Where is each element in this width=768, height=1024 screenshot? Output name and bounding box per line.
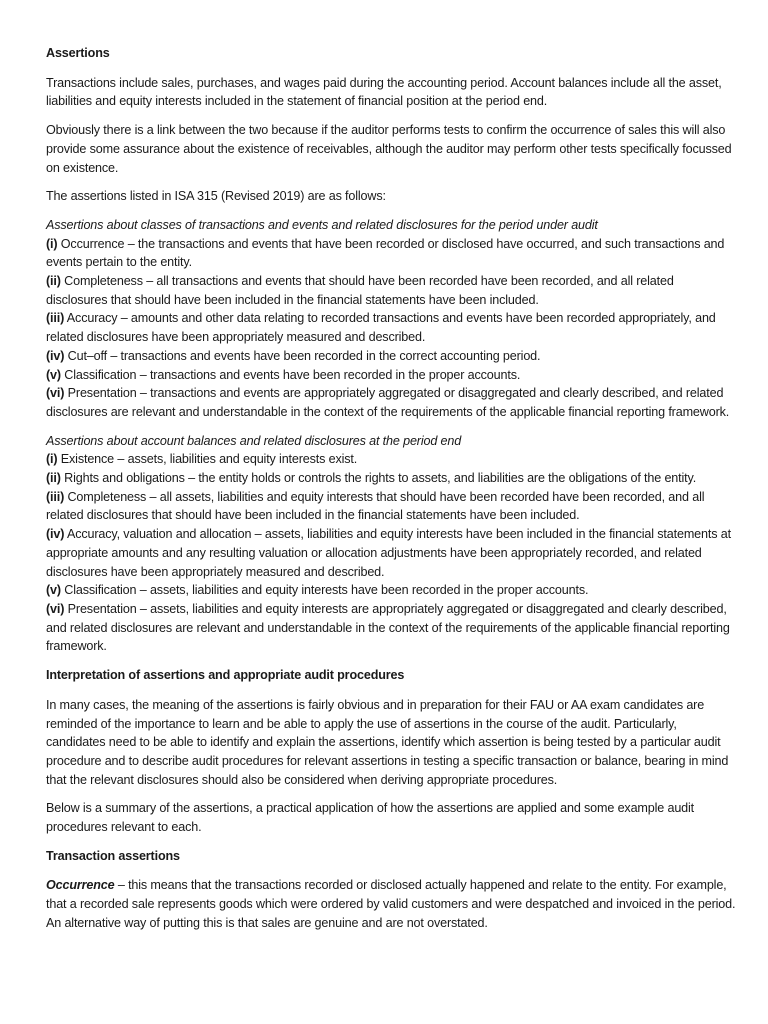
item-text: Rights and obligations – the entity holds or controls the rights to assets, and liabilities are the obligations of the entity.	[60, 471, 697, 486]
item-number: (vi)	[46, 601, 65, 616]
transactions-list-title: Assertions about classes of transactions and events and related disclosures for the period under audit	[46, 217, 598, 232]
transactions-item-accuracy	[46, 309, 736, 346]
balances-assertions-list	[46, 432, 736, 656]
document-title: Assertions	[46, 46, 110, 60]
balances-item-presentation	[46, 600, 736, 656]
item-number: (vi)	[46, 386, 65, 401]
intro-paragraph-2: Obviously there is a link between the two because if the auditor performs tests to confirm the occurrence of sales this will also provide some assurance about the existence of receivables, although the auditor may perform other tests specifically focussed on existence.	[46, 123, 732, 175]
transactions-item-classification	[46, 366, 736, 385]
balances-item-classification	[46, 581, 736, 600]
item-text: Accuracy – amounts and other data relating to recorded transactions and events have been recorded appropriately, and related disclosures have been appropriately measured and described.	[46, 311, 716, 345]
item-number: (v)	[46, 583, 61, 598]
transactions-item-occurrence	[46, 235, 736, 272]
item-number: (iii)	[46, 489, 65, 504]
intro-paragraph-3: The assertions listed in ISA 315 (Revised 2019) are as follows:	[46, 189, 386, 204]
transactions-item-presentation	[46, 384, 736, 421]
item-number: (i)	[46, 236, 58, 251]
item-text: Completeness – all assets, liabilities and equity interests that should have been recorded have been recorded, and all related disclosures that should have been included in the financial statements have been included.	[46, 489, 705, 523]
interpretation-paragraph-2: Below is a summary of the assertions, a practical application of how the assertions are applied and some example audit procedures relevant to each.	[46, 801, 695, 835]
transactions-item-cutoff	[46, 347, 736, 366]
interpretation-paragraph-1: In many cases, the meaning of the assertions is fairly obvious and in preparation for their FAU or AA exam candidates are reminded of the importance to learn and be able to apply the use of assertions in the course of the audit. Particularly, candidates need to be able to identify and explain the assertions, identify which assertion is being tested by a particular audit procedure and to describe audit procedures for relevant assertions in testing a specific transaction or balance, bearing in mind that the relevant disclosures should also be considered when deriving appropriate procedures.	[46, 697, 729, 787]
balances-item-existence	[46, 450, 736, 469]
item-text: Accuracy, valuation and allocation – assets, liabilities and equity interests have been included in the financial statements at appropriate amounts and any resulting valuation or allocation adjustments have been appropriately recorded, and related disclosures have been appropriately measured and described.	[46, 527, 731, 579]
item-number: (iii)	[46, 311, 65, 326]
item-number: (iv)	[46, 527, 65, 542]
transaction-assertions-heading: Transaction assertions	[46, 848, 180, 863]
intro-paragraph-1: Transactions include sales, purchases, and wages paid during the accounting period. Account balances include all the asset, liabilities and equity interests included in the statement of financial position at the period end.	[46, 75, 722, 109]
interpretation-heading: Interpretation of assertions and appropriate audit procedures	[46, 668, 405, 683]
item-text: Cut–off – transactions and events have been recorded in the correct accounting period.	[64, 348, 541, 363]
balances-item-rights-obligations	[46, 469, 736, 488]
item-text: Classification – transactions and events have been recorded in the proper accounts.	[60, 367, 521, 382]
occurrence-term: Occurrence	[46, 878, 115, 893]
occurrence-paragraph	[46, 876, 736, 932]
transactions-assertions-list	[46, 216, 736, 422]
item-text: Existence – assets, liabilities and equity interests exist.	[57, 452, 358, 467]
item-text: Classification – assets, liabilities and equity interests have been recorded in the proper accounts.	[60, 583, 589, 598]
item-number: (iv)	[46, 348, 65, 363]
item-text: Completeness – all transactions and events that should have been recorded have been recorded, and all related disclosures that should have been included in the financial statements have been included.	[46, 274, 674, 307]
occurrence-text: – this means that the transactions recorded or disclosed actually happened and relate to the entity. For example, that a recorded sale represents goods which were ordered by valid customers and were despatched and invoiced in the period. An alternative way of putting this is that sales are genuine and are not overstated.	[46, 878, 736, 930]
item-number: (ii)	[46, 471, 61, 486]
balances-item-accuracy-valuation	[46, 525, 736, 581]
item-text: Presentation – transactions and events are appropriately aggregated or disaggregated and clearly described, and related disclosures are relevant and understandable in the context of the requirements of the applicable financial reporting framework.	[46, 386, 730, 419]
item-text: Occurrence – the transactions and events that have been recorded or disclosed have occurred, and such transactions and events pertain to the entity.	[46, 236, 725, 270]
item-number: (v)	[46, 367, 61, 382]
balances-list-title: Assertions about account balances and related disclosures at the period end	[46, 433, 462, 448]
item-text: Presentation – assets, liabilities and equity interests are appropriately aggregated or disaggregated and clearly described, and related disclosures are relevant and understandable in the context of the requirements of the applicable financial reporting framework.	[46, 601, 730, 654]
item-number: (i)	[46, 452, 58, 467]
document-page	[46, 44, 736, 943]
transactions-item-completeness	[46, 272, 736, 309]
item-number: (ii)	[46, 274, 61, 289]
balances-item-completeness	[46, 488, 736, 525]
